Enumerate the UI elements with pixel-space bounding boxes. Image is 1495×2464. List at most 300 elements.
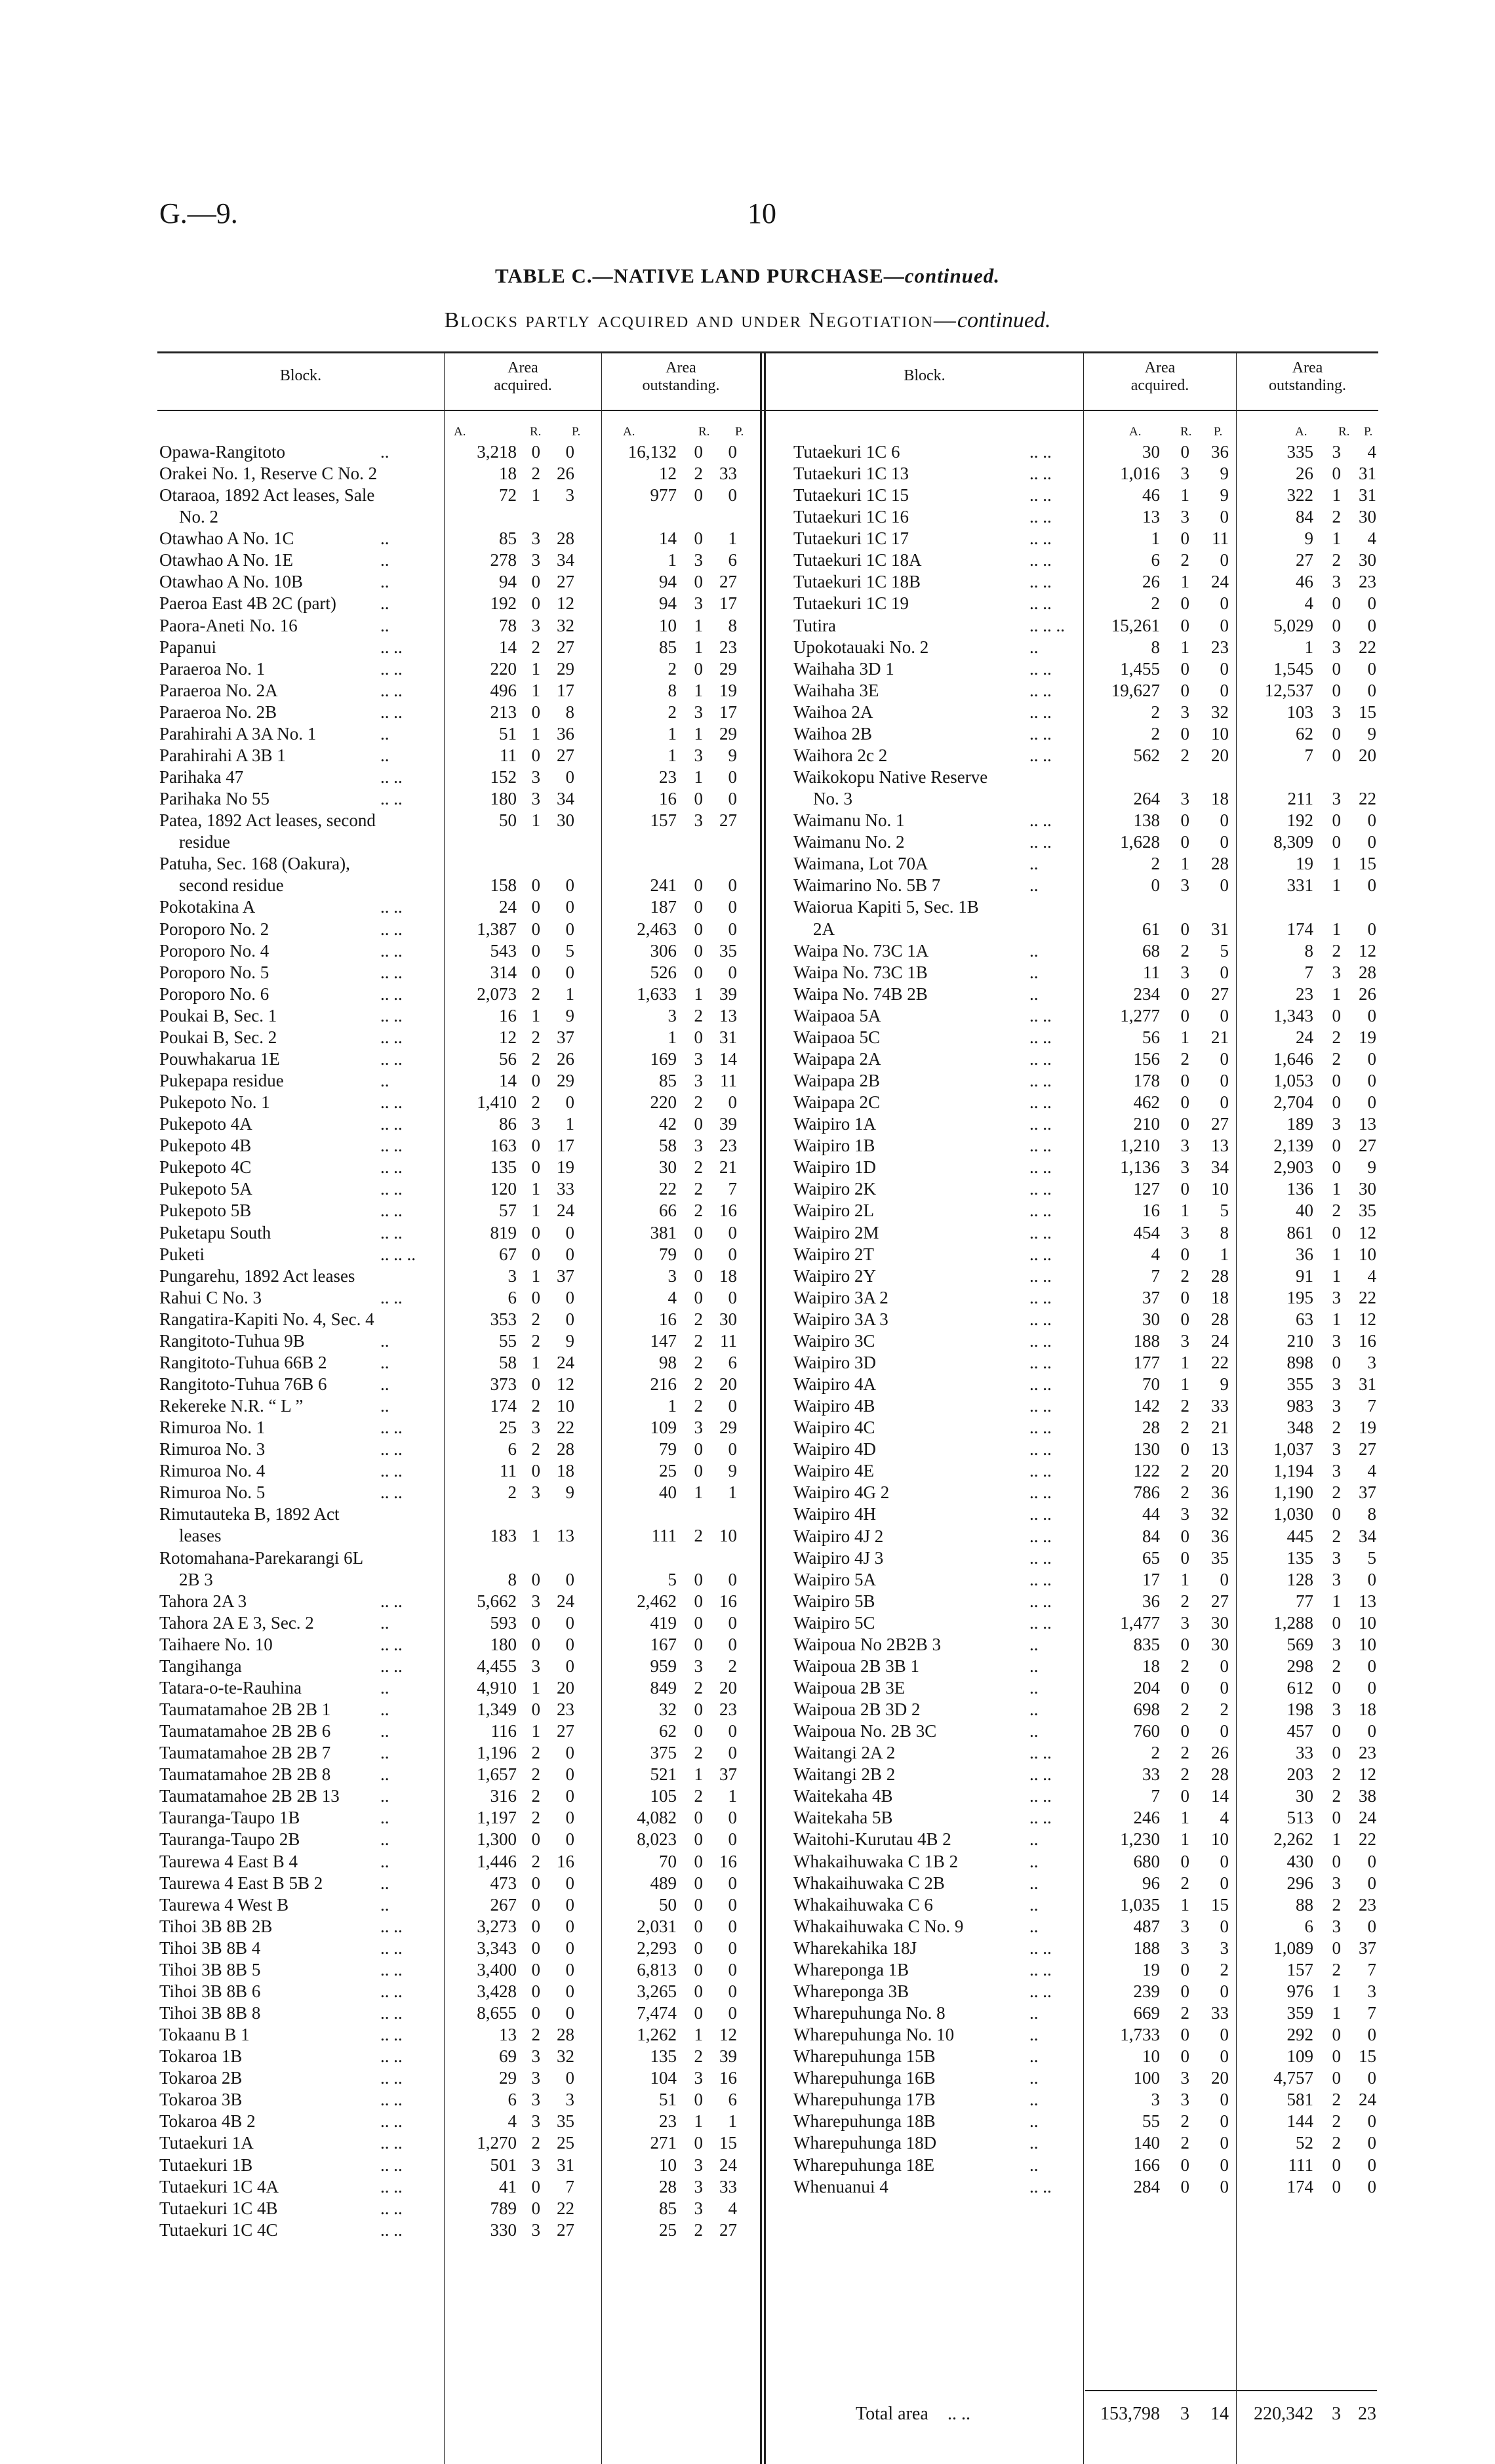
acquired-acres: 78: [499, 615, 517, 635]
acquired-roods: 0: [1180, 1981, 1189, 2001]
outstanding-roods: 0: [694, 2090, 703, 2110]
acquired-perches: 0: [1220, 2176, 1229, 2196]
outstanding-perches: 31: [719, 1027, 737, 1047]
outstanding-acres: 157: [650, 810, 677, 831]
acquired-acres: 760: [1133, 1721, 1160, 1741]
outstanding-roods: 0: [1332, 832, 1341, 852]
outstanding-perches: 12: [719, 2025, 737, 2045]
outstanding-acres: 203: [1286, 1764, 1313, 1785]
acquired-acres: 1,446: [477, 1851, 517, 1871]
acquired-acres: 6: [1151, 550, 1160, 570]
acquired-acres: 10: [1142, 2046, 1160, 2067]
outstanding-roods: 2: [694, 2219, 703, 2240]
leader-dots: ..: [380, 1330, 389, 1351]
leader-dots: .. ..: [1029, 1937, 1052, 1958]
outstanding-roods: 2: [1332, 1027, 1341, 1047]
block-name: Waipoua 2B 3D 2: [793, 1699, 921, 1720]
acquired-perches: 18: [1211, 789, 1229, 809]
outstanding-perches: 39: [719, 1114, 737, 1134]
leader-dots: .. ..: [1029, 1071, 1052, 1091]
table-title-main: TABLE C.—NATIVE LAND PURCHASE—: [494, 264, 905, 287]
block-name: Rimuroa No. 1: [159, 1418, 266, 1438]
block-name: Taumatamahoe 2B 2B 1: [159, 1699, 331, 1720]
acquired-acres: 14: [499, 1071, 517, 1091]
leader-dots: ..: [380, 1873, 389, 1893]
table-row: [0, 984, 1495, 1005]
leader-dots: .. ..: [1029, 1114, 1052, 1134]
outstanding-acres: 85: [659, 2198, 677, 2218]
outstanding-roods: 1: [694, 2111, 703, 2132]
block-name: Waitohi-Kurutau 4B 2: [793, 1829, 951, 1850]
block-name: Waiorua Kapiti 5, Sec. 1B: [793, 897, 979, 917]
leader-dots: .. ..: [1029, 1591, 1052, 1611]
acquired-perches: 27: [557, 637, 574, 657]
acquired-perches: 0: [565, 1937, 574, 1958]
outstanding-roods: 3: [1332, 572, 1341, 592]
outstanding-perches: 0: [728, 1396, 737, 1416]
acquired-perches: 0: [565, 1764, 574, 1785]
outstanding-perches: 0: [728, 767, 737, 787]
acquired-roods: 0: [1180, 2176, 1189, 2196]
leader-dots: ..: [380, 1699, 389, 1720]
acquired-acres: 1,300: [477, 1829, 517, 1850]
acquired-perches: 5: [565, 940, 574, 961]
block-name: Pungarehu, 1892 Act leases: [159, 1265, 355, 1286]
table-row: [0, 441, 1495, 463]
acquired-perches: 32: [557, 615, 574, 635]
acquired-roods: 0: [1180, 1851, 1189, 1871]
outstanding-roods: 3: [1332, 962, 1341, 982]
acquired-perches: 36: [1211, 442, 1229, 462]
outstanding-roods: 0: [694, 1439, 703, 1460]
block-name: Waitangi 2B 2: [793, 1764, 896, 1785]
outstanding-roods: 0: [1332, 2176, 1341, 2196]
acquired-acres: 8,655: [477, 2003, 517, 2023]
acquired-acres: 7: [1151, 1786, 1160, 1806]
outstanding-perches: 0: [728, 1829, 737, 1850]
outstanding-acres: 322: [1286, 485, 1313, 506]
outstanding-roods: 3: [694, 593, 703, 614]
table-row: [0, 2067, 1495, 2089]
outstanding-perches: 0: [728, 485, 737, 506]
block-name: Waipiro 2K: [793, 1179, 877, 1199]
acquired-acres: 6: [508, 1287, 517, 1307]
outstanding-perches: 22: [1359, 789, 1376, 809]
acquired-acres: 138: [1133, 810, 1160, 831]
outstanding-acres: 22: [659, 1179, 677, 1199]
outstanding-acres: 84: [1296, 507, 1313, 527]
leader-dots: ..: [380, 615, 389, 635]
acquired-roods: 0: [1180, 1526, 1189, 1546]
outstanding-perches: 13: [719, 1005, 737, 1025]
acquired-roods: 0: [1180, 1677, 1189, 1698]
table-row: [0, 1591, 1495, 1612]
acquired-roods: 0: [1180, 615, 1189, 635]
acquired-perches: 9: [1220, 485, 1229, 506]
block-name: Waipapa 2A: [793, 1048, 881, 1069]
acquired-roods: 0: [531, 572, 540, 592]
acquired-roods: 1: [1180, 572, 1189, 592]
block-name: Tihoi 3B 8B 8: [159, 2003, 261, 2023]
acquired-perches: 13: [1211, 1439, 1229, 1460]
table-row: [0, 2155, 1495, 2176]
leader-dots: .. ..: [380, 2003, 403, 2023]
block-name: Puketapu South: [159, 1222, 271, 1242]
block-name-continuation: No. 2: [179, 507, 218, 527]
acquired-roods: 0: [531, 1894, 540, 1915]
acquired-acres: 3,273: [477, 1916, 517, 1936]
total-outstanding-roods: 3: [1332, 2404, 1341, 2424]
outstanding-roods: 1: [1332, 1981, 1341, 2001]
outstanding-roods: 2: [694, 1309, 703, 1329]
leader-dots: .. ..: [380, 1092, 403, 1113]
acquired-acres: 70: [1142, 1374, 1160, 1394]
leader-dots: .. ..: [1029, 1808, 1052, 1828]
acquired-roods: 0: [1180, 832, 1189, 852]
table-row: [0, 853, 1495, 875]
table-row: [0, 463, 1495, 485]
acquired-roods: 0: [1180, 1439, 1189, 1460]
acquired-perches: 9: [565, 1005, 574, 1025]
leader-dots: ..: [1029, 2133, 1039, 2153]
outstanding-acres: 88: [1296, 1894, 1313, 1915]
acquired-acres: 46: [1142, 485, 1160, 506]
leader-dots: .. ..: [380, 1634, 403, 1654]
block-name-continuation: 2B 3: [179, 1569, 213, 1589]
outstanding-acres: 79: [659, 1244, 677, 1264]
acquired-roods: 2: [1180, 2133, 1189, 2153]
outstanding-perches: 6: [728, 2090, 737, 2110]
acquired-acres: 17: [1142, 1569, 1160, 1589]
outstanding-roods: 0: [1332, 1937, 1341, 1958]
leader-dots: .. ..: [1029, 702, 1052, 722]
outstanding-acres: 375: [650, 1743, 677, 1763]
leader-dots: ..: [1029, 2155, 1039, 2175]
outstanding-perches: 35: [719, 940, 737, 961]
acquired-acres: 16: [499, 1005, 517, 1025]
leader-dots: ..: [380, 1786, 389, 1806]
outstanding-roods: 0: [694, 1027, 703, 1047]
acquired-acres: 41: [499, 2176, 517, 2196]
table-subtitle: [0, 308, 1495, 333]
block-name: Waipiro 1B: [793, 1136, 875, 1156]
table-row: [0, 1395, 1495, 1417]
acquired-roods: 0: [531, 875, 540, 896]
unit-roods: R.: [1180, 425, 1192, 439]
outstanding-perches: 18: [719, 1265, 737, 1286]
outstanding-perches: 15: [1359, 702, 1376, 722]
table-subtitle-main: Blocks partly acquired and under Negotiation—: [444, 308, 957, 332]
table-row: [0, 1916, 1495, 1937]
acquired-roods: 1: [531, 1265, 540, 1286]
table-row: [0, 1526, 1495, 1547]
acquired-acres: 593: [490, 1612, 517, 1633]
acquired-acres: 1,455: [1120, 658, 1160, 679]
acquired-perches: 27: [557, 1721, 574, 1741]
outstanding-roods: 3: [694, 2176, 703, 2196]
acquired-perches: 9: [565, 1330, 574, 1351]
leader-dots: .. ..: [1029, 528, 1052, 549]
acquired-roods: 2: [531, 984, 540, 1004]
acquired-perches: 0: [1220, 1005, 1229, 1025]
leader-dots: .. ..: [380, 1136, 403, 1156]
outstanding-perches: 34: [1359, 1526, 1376, 1546]
acquired-roods: 3: [531, 1656, 540, 1676]
leader-dots: .. ..: [380, 1439, 403, 1460]
outstanding-perches: 30: [719, 1309, 737, 1329]
acquired-acres: 6: [508, 1439, 517, 1460]
table-row: [0, 962, 1495, 984]
acquired-roods: 3: [531, 2111, 540, 2132]
acquired-perches: 21: [1211, 1418, 1229, 1438]
acquired-roods: 3: [1180, 1330, 1189, 1351]
outstanding-acres: 136: [1286, 1179, 1313, 1199]
leader-dots: .. ..: [380, 1287, 403, 1307]
outstanding-roods: 3: [1332, 1287, 1341, 1307]
leader-dots: ..: [1029, 2046, 1039, 2067]
acquired-acres: 84: [1142, 1526, 1160, 1546]
table-row: [0, 2219, 1495, 2241]
acquired-acres: 86: [499, 1114, 517, 1134]
outstanding-acres: 430: [1286, 1851, 1313, 1871]
leader-dots: .. ..: [1029, 1504, 1052, 1524]
acquired-acres: 2: [508, 1482, 517, 1503]
outstanding-perches: 6: [728, 550, 737, 570]
block-name: Tutaekuri 1C 4C: [159, 2219, 278, 2240]
outstanding-perches: 0: [728, 789, 737, 809]
outstanding-acres: 30: [659, 1157, 677, 1178]
acquired-perches: 0: [1220, 2133, 1229, 2153]
outstanding-perches: 4: [1367, 528, 1376, 549]
table-row: [0, 831, 1495, 853]
acquired-roods: 2: [1180, 1743, 1189, 1763]
outstanding-roods: 0: [1332, 658, 1341, 679]
acquired-acres: 183: [490, 1526, 517, 1546]
leader-dots: .. ..: [1029, 1136, 1052, 1156]
outstanding-acres: 135: [1286, 1547, 1313, 1568]
outstanding-acres: 355: [1286, 1374, 1313, 1394]
outstanding-acres: 7: [1304, 745, 1313, 765]
outstanding-acres: 3,265: [637, 1981, 677, 2001]
acquired-roods: 0: [1180, 1114, 1189, 1134]
block-name: Waipapa 2B: [793, 1071, 881, 1091]
outstanding-perches: 27: [719, 2219, 737, 2240]
outstanding-acres: 241: [650, 875, 677, 896]
outstanding-acres: 1,194: [1273, 1461, 1313, 1481]
outstanding-roods: 2: [1332, 1894, 1341, 1915]
outstanding-roods: 2: [694, 2046, 703, 2067]
acquired-acres: 210: [1133, 1114, 1160, 1134]
block-name: Rahui C No. 3: [159, 1287, 262, 1307]
outstanding-perches: 10: [1359, 1612, 1376, 1633]
outstanding-acres: 62: [1296, 723, 1313, 744]
table-row: [0, 2046, 1495, 2067]
outstanding-perches: 27: [719, 572, 737, 592]
outstanding-acres: 210: [1286, 1330, 1313, 1351]
outstanding-acres: 976: [1286, 1981, 1313, 2001]
outstanding-roods: 0: [1332, 723, 1341, 744]
table-row: [0, 1503, 1495, 1525]
outstanding-roods: 3: [1332, 1396, 1341, 1416]
leader-dots: .. ..: [380, 2198, 403, 2218]
block-name: Waihora 2c 2: [793, 745, 888, 765]
acquired-perches: 0: [1220, 1071, 1229, 1091]
acquired-roods: 0: [1180, 723, 1189, 744]
outstanding-roods: 1: [1332, 854, 1341, 874]
acquired-roods: 0: [531, 1699, 540, 1720]
outstanding-perches: 13: [1359, 1114, 1376, 1134]
table-row: [0, 1244, 1495, 1265]
acquired-acres: 4,910: [477, 1677, 517, 1698]
outstanding-acres: 359: [1286, 2003, 1313, 2023]
block-name: Waipoua 2B 3B 1: [793, 1656, 920, 1676]
block-name: Pokotakina A: [159, 897, 256, 917]
outstanding-perches: 23: [719, 637, 737, 657]
unit-acres: A.: [623, 425, 635, 439]
table-row: [0, 1178, 1495, 1200]
table-row: [0, 1785, 1495, 1807]
acquired-roods: 2: [531, 1396, 540, 1416]
outstanding-perches: 7: [728, 1179, 737, 1199]
block-name: Pukepoto 4C: [159, 1157, 252, 1178]
acquired-perches: 26: [557, 464, 574, 484]
outstanding-perches: 8: [728, 615, 737, 635]
outstanding-roods: 3: [694, 810, 703, 831]
acquired-roods: 1: [531, 680, 540, 700]
table-row: [0, 1417, 1495, 1439]
acquired-perches: 22: [1211, 1352, 1229, 1372]
outstanding-acres: 157: [1286, 1959, 1313, 1979]
outstanding-acres: 1: [668, 550, 677, 570]
block-name: Waipaoa 5C: [793, 1027, 881, 1047]
outstanding-roods: 2: [694, 1396, 703, 1416]
outstanding-perches: 39: [719, 2046, 737, 2067]
acquired-roods: 3: [1180, 507, 1189, 527]
acquired-perches: 0: [1220, 507, 1229, 527]
block-name: Parihaka 47: [159, 767, 244, 787]
leader-dots: .. ..: [380, 1114, 403, 1134]
acquired-roods: 1: [531, 1677, 540, 1698]
acquired-acres: 188: [1133, 1937, 1160, 1958]
acquired-acres: 30: [1142, 1309, 1160, 1329]
outstanding-acres: 2,139: [1273, 1136, 1313, 1156]
leader-dots: .. ..: [1029, 1309, 1052, 1329]
acquired-perches: 33: [557, 1179, 574, 1199]
outstanding-roods: 0: [1332, 810, 1341, 831]
outstanding-roods: 2: [694, 1330, 703, 1351]
outstanding-roods: 0: [1332, 1677, 1341, 1698]
acquired-acres: 163: [490, 1136, 517, 1156]
leader-dots: .. ..: [1029, 1396, 1052, 1416]
table-row: [0, 1048, 1495, 1070]
outstanding-acres: 32: [659, 1699, 677, 1720]
acquired-roods: 0: [531, 940, 540, 961]
outstanding-perches: 16: [719, 2068, 737, 2088]
outstanding-perches: 31: [1359, 464, 1376, 484]
acquired-perches: 0: [565, 2068, 574, 2088]
outstanding-perches: 24: [1359, 2090, 1376, 2110]
outstanding-roods: 2: [1332, 1656, 1341, 1676]
block-name: Taumatamahoe 2B 2B 13: [159, 1786, 340, 1806]
outstanding-perches: 0: [1367, 615, 1376, 635]
acquired-perches: 10: [1211, 1829, 1229, 1850]
acquired-acres: 26: [1142, 572, 1160, 592]
outstanding-acres: 8,309: [1273, 832, 1313, 852]
acquired-roods: 0: [531, 2003, 540, 2023]
acquired-roods: 0: [531, 1916, 540, 1936]
block-name: Tutaekuri 1C 13: [793, 464, 909, 484]
acquired-perches: 1: [1220, 1244, 1229, 1264]
block-name: Waipiro 2Y: [793, 1265, 877, 1286]
leader-dots: .. ..: [380, 2068, 403, 2088]
acquired-roods: 0: [531, 1873, 540, 1893]
acquired-acres: 4,455: [477, 1656, 517, 1676]
unit-roods: R.: [698, 425, 710, 439]
leader-dots: ..: [380, 1612, 389, 1633]
outstanding-roods: 3: [1332, 637, 1341, 657]
outstanding-roods: 2: [1332, 1959, 1341, 1979]
outstanding-acres: 1,030: [1273, 1504, 1313, 1524]
acquired-perches: 3: [565, 2090, 574, 2110]
block-name: Wharekahika 18J: [793, 1937, 917, 1958]
acquired-roods: 3: [531, 1114, 540, 1134]
outstanding-perches: 0: [1367, 919, 1376, 939]
outstanding-perches: 0: [1367, 1569, 1376, 1589]
outstanding-roods: 1: [694, 1482, 703, 1503]
outstanding-perches: 26: [1359, 984, 1376, 1004]
outstanding-roods: 0: [1332, 1504, 1341, 1524]
outstanding-roods: 3: [694, 1418, 703, 1438]
outstanding-roods: 3: [694, 1048, 703, 1069]
acquired-roods: 0: [1180, 1634, 1189, 1654]
acquired-perches: 0: [565, 1959, 574, 1979]
outstanding-roods: 3: [694, 1071, 703, 1091]
leader-dots: ..: [1029, 2111, 1039, 2132]
acquired-acres: 1,657: [477, 1764, 517, 1785]
outstanding-perches: 15: [719, 2133, 737, 2153]
acquired-acres: 462: [1133, 1092, 1160, 1113]
outstanding-acres: 40: [1296, 1201, 1313, 1221]
outstanding-perches: 31: [1359, 1374, 1376, 1394]
table-row: [0, 1547, 1495, 1569]
acquired-roods: 2: [1180, 1461, 1189, 1481]
block-name-continuation: residue: [179, 832, 230, 852]
table-row: [0, 1482, 1495, 1503]
outstanding-acres: 445: [1286, 1526, 1313, 1546]
outstanding-roods: 0: [694, 658, 703, 679]
outstanding-roods: 0: [1332, 2046, 1341, 2067]
acquired-perches: 0: [1220, 1656, 1229, 1676]
leader-dots: .. ..: [380, 1179, 403, 1199]
outstanding-roods: 1: [1332, 2003, 1341, 2023]
acquired-acres: 152: [490, 767, 517, 787]
outstanding-acres: 19: [1296, 854, 1313, 874]
outstanding-perches: 22: [1359, 1829, 1376, 1850]
acquired-roods: 1: [1180, 1894, 1189, 1915]
block-name: Whakaihuwaka C 2B: [793, 1873, 945, 1893]
block-name: Tauranga-Taupo 1B: [159, 1808, 300, 1828]
block-name: Waipiro 4A: [793, 1374, 877, 1394]
leader-dots: .. ..: [1029, 1265, 1052, 1286]
outstanding-perches: 0: [1367, 1071, 1376, 1091]
acquired-perches: 29: [557, 658, 574, 679]
block-name: Waitekaha 5B: [793, 1808, 893, 1828]
acquired-acres: 4: [508, 2111, 517, 2132]
table-row: [0, 1070, 1495, 1092]
acquired-acres: 316: [490, 1786, 517, 1806]
outstanding-roods: 3: [1332, 1374, 1341, 1394]
outstanding-perches: 17: [719, 593, 737, 614]
